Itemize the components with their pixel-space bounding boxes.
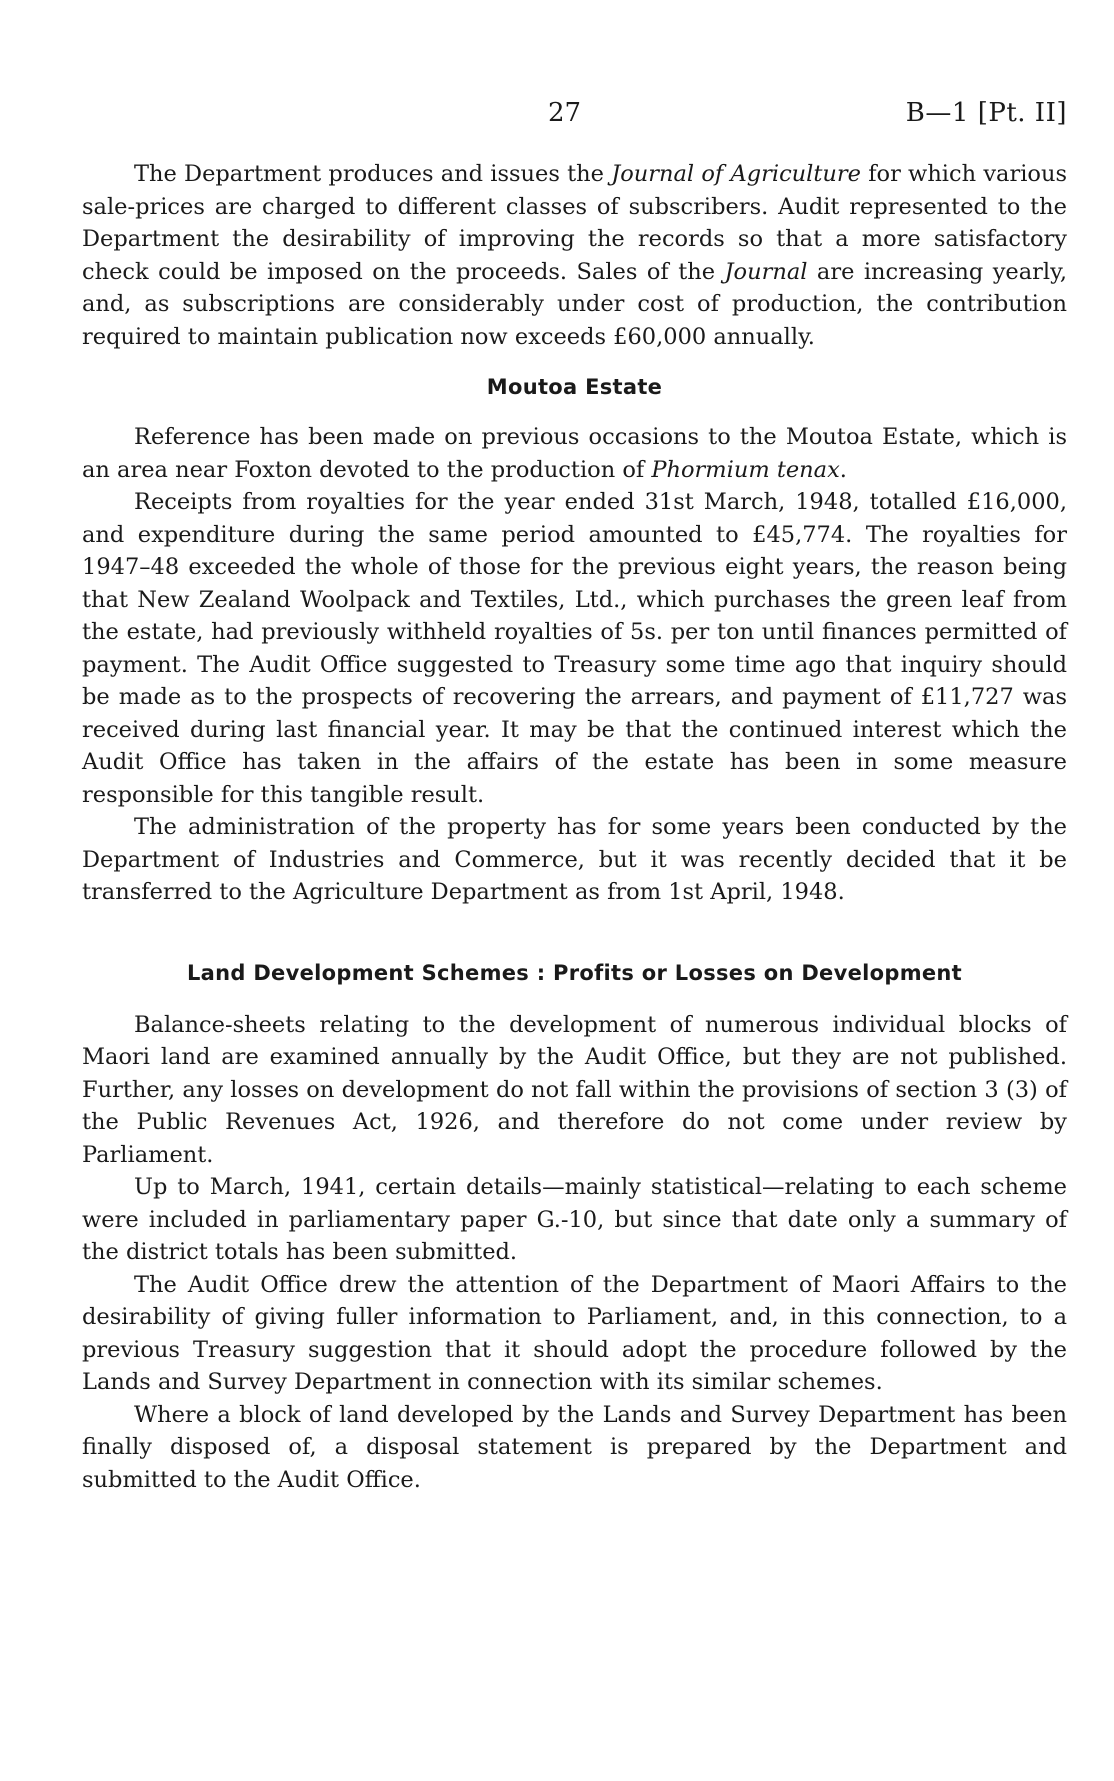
- paragraph-land-disposal-statement: Where a block of land developed by the Lands and Survey Department has been finally disposed of, a disposal statement is prepared by the Department and submitted to the Audit Office.: [82, 1401, 1067, 1493]
- document-page: [82, 0, 1067, 1781]
- text-run: The Department produces and issues the: [134, 161, 612, 187]
- paragraph-land-audit-attention: The Audit Office drew the attention of the Department of Maori Affairs to the desirability of giving fuller information to Parliament, and, in this connection, to a previous Treasury suggestion that it should adopt the procedure followed by the Lands and Survey Department in connection with its similar schemes.: [82, 1271, 1067, 1395]
- page-header: [82, 98, 1067, 138]
- page-number: 27: [547, 98, 582, 128]
- text-run: are increasing yearly, and, as subscriptions are considerably under cost of production, the contribution required to maintain publication now exceeds £60,000 annually.: [82, 258, 1067, 350]
- paper-reference: B—1 [Pt. II]: [905, 98, 1067, 128]
- paragraph-moutoa-royalties: Receipts from royalties for the year ended 31st March, 1948, totalled £16,000, and expenditure during the same period amounted to £45,774. The royalties for 1947–48 exceeded the whole of those for the previous eight years, the reason being that New Zealand Woolpack and Textiles, Ltd., which purchases the green leaf from the estate, had previously withheld royalties of 5s. per ton until finances permitted of payment. The Audit Office suggested to Treasury some time ago that inquiry should be made as to the prospects of recovering the arrears, and payment of £11,727 was received during last financial year. It may be that the continued interest which the Audit Office has taken in the affairs of the estate has been in some measure responsible for this tangible result.: [82, 489, 1067, 808]
- species-name: Phormium tenax: [651, 456, 840, 483]
- body-text: [82, 158, 1067, 1496]
- text-run: .: [839, 456, 847, 483]
- paragraph-journal-of-agriculture: [82, 158, 1067, 353]
- journal-title-short: Journal: [724, 258, 808, 285]
- section-heading-moutoa-estate: Moutoa Estate: [486, 375, 663, 399]
- section-heading-land-development: Land Development Schemes : Profits or Losses on Development: [186, 960, 963, 985]
- paragraph-moutoa-intro: [82, 421, 1067, 486]
- journal-title: Journal of Agriculture: [611, 161, 861, 187]
- text-run: Reference has been made on previous occasions to the Moutoa Estate, which is an area near Foxton devoted to the production of: [82, 424, 1067, 483]
- paragraph-land-balance-sheets: Balance-sheets relating to the development of numerous individual blocks of Maori land are examined annually by the Audit Office, but they are not published. Further, any losses on development do not fall within the provisions of section 3 (3) of the Public Revenues Act, 1926, and therefore do not come under review by Parliament.: [82, 1011, 1067, 1168]
- paragraph-moutoa-administration: The administration of the property has for some years been conducted by the Department of Industries and Commerce, but it was recently decided that it be transferred to the Agriculture Department as from 1st April, 1948.: [82, 814, 1067, 905]
- text-run: for which various sale-prices are charged to different classes of subscribers. Audit represented to the Department the desirability of improving the records so that a more satisfactory check could be imposed on the proceeds. Sales of the: [82, 161, 1067, 285]
- paragraph-land-statistics: Up to March, 1941, certain details—mainly statistical—relating to each scheme were included in parliamentary paper G.-10, but since that date only a summary of the district totals has been submitted.: [82, 1174, 1067, 1265]
